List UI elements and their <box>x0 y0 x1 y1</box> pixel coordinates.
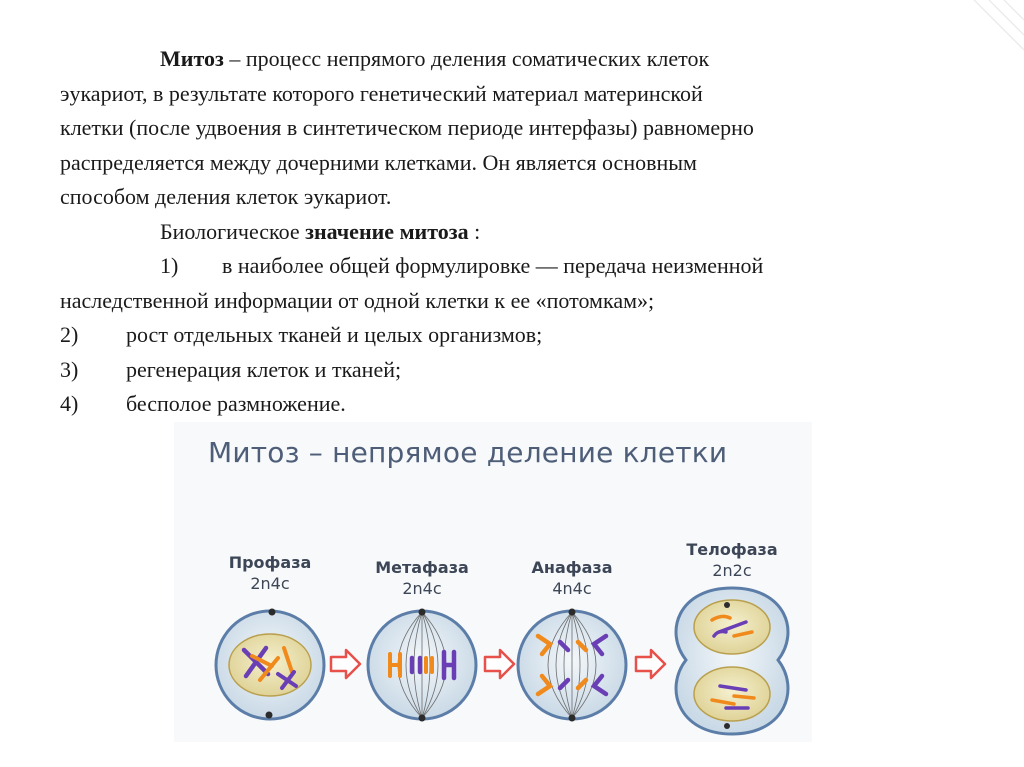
centriole <box>266 712 273 719</box>
phase-ploidy-anaphase: 4n4c <box>552 579 592 598</box>
item-number: 1) <box>160 253 179 278</box>
definition-line-1: Митоз – процесс непрямого деления соматических клеток <box>160 46 710 71</box>
term-mitosis: Митоз <box>160 46 224 71</box>
centriole <box>419 715 426 722</box>
corner-decoration <box>954 0 1024 100</box>
item-number: 4) <box>60 391 79 416</box>
significance-heading: Биологическое значение митоза : <box>160 218 481 244</box>
phase-name-metaphase: Метафаза <box>375 558 469 577</box>
definition-line-3: клетки (после удвоения в синтетическом периоде интерфазы) равномерно <box>60 115 754 140</box>
definition-line-2: эукариот, в результате которого генетический материал материнской <box>60 80 703 106</box>
centriole <box>724 602 730 608</box>
prophase-cell <box>216 609 324 720</box>
telophase-cell <box>676 588 788 734</box>
significance-item-2: 2) рост отдельных тканей и целых организмов; <box>60 318 960 353</box>
item-number: 3) <box>60 356 79 382</box>
chromosome <box>734 696 754 698</box>
metaphase-cell <box>368 609 476 722</box>
centriole <box>569 609 576 616</box>
anaphase-cell <box>518 609 626 722</box>
centriole <box>569 715 576 722</box>
arrow-right-icon <box>485 650 514 678</box>
centriole <box>724 723 730 729</box>
significance-item-1-cont: наследственной информации от одной клетки к ее «потомкам»; <box>60 287 655 313</box>
mitosis-diagram <box>174 422 812 742</box>
significance-item-4: 4) бесполое размножение. <box>60 387 960 422</box>
item-number: 2) <box>60 322 79 347</box>
phase-ploidy-metaphase: 2n4c <box>402 579 442 598</box>
arrow-right-icon <box>636 650 665 678</box>
phase-name-anaphase: Анафаза <box>531 558 613 577</box>
phase-ploidy-prophase: 2n4c <box>250 574 290 593</box>
phase-ploidy-telophase: 2n2c <box>712 561 752 580</box>
definition-line-4: распределяется между дочерними клетками. Он является основным <box>60 149 697 175</box>
centriole <box>269 609 276 616</box>
figure-title: Митоз – непрямое деление клетки <box>208 436 728 469</box>
arrow-right-icon <box>331 650 360 678</box>
phase-name-telophase: Телофаза <box>686 540 778 559</box>
centriole <box>419 609 426 616</box>
mitosis-figure <box>174 422 812 742</box>
significance-item-3: 3) регенерация клеток и тканей; <box>60 353 960 388</box>
phase-name-prophase: Профаза <box>228 553 312 572</box>
nucleus <box>694 667 770 721</box>
significance-item-1: 1) в наиболее общей формулировке — передача неизменной <box>60 249 960 284</box>
definition-line-5: способом деления клеток эукариот. <box>60 184 392 209</box>
main-text <box>60 42 960 422</box>
